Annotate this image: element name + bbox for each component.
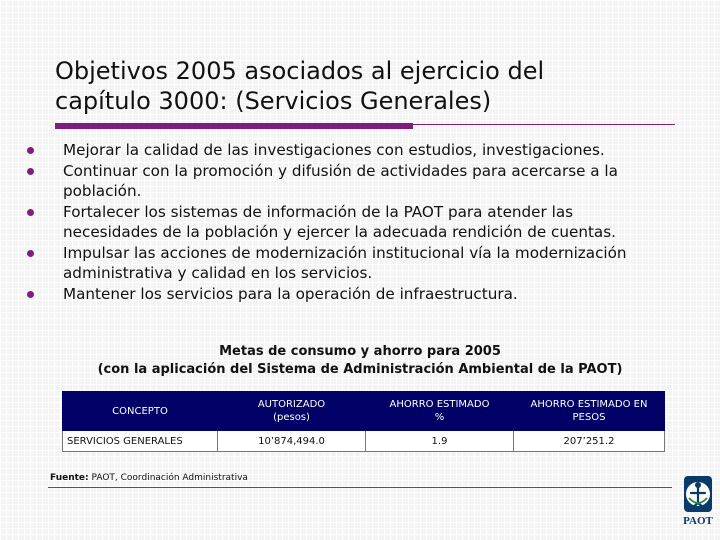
- bullet-dot-icon: [27, 168, 34, 175]
- table-caption: [40, 343, 680, 379]
- column-header-line: %: [434, 412, 445, 423]
- column-header-line: CONCEPTO: [112, 405, 168, 417]
- goals-table: [62, 391, 665, 452]
- bullet-dot-icon: [27, 250, 34, 257]
- slide-title: [55, 56, 675, 116]
- objective-line: Fortalecer los sistemas de información de la PAOT para atender las: [63, 202, 574, 221]
- column-header-line: AHORRO ESTIMADO EN: [530, 399, 648, 410]
- column-header-line: AUTORIZADO: [257, 399, 326, 410]
- bullet-dot-icon: [27, 147, 34, 154]
- title-accent-bar: [55, 123, 413, 129]
- source-label: Fuente:: [50, 473, 89, 483]
- column-header-concepto: [63, 392, 218, 431]
- objective-item: [24, 140, 704, 161]
- objective-item: [24, 161, 704, 202]
- column-header-line: PESOS: [572, 412, 606, 423]
- column-header-line: AHORRO ESTIMADO: [389, 399, 490, 410]
- slide-title-line: Objetivos 2005 asociados al ejercicio del: [55, 57, 545, 85]
- objective-line: Mantener los servicios para la operación de infraestructura.: [63, 284, 518, 303]
- objective-line: administrativa y calidad en los servicios.: [63, 264, 373, 282]
- objective-line: necesidades de la población y ejercer la adecuada rendición de cuentas.: [63, 223, 616, 241]
- table-header-row: [63, 392, 665, 431]
- objective-line: Impulsar las acciones de modernización institucional vía la modernización: [63, 243, 627, 262]
- table-row: [63, 431, 665, 452]
- objective-item: [24, 284, 704, 305]
- objective-item: [24, 202, 704, 243]
- source-note: [50, 473, 248, 483]
- source-text: PAOT, Coordinación Administrativa: [88, 473, 248, 483]
- table-cell: 1.9: [366, 431, 514, 452]
- objective-line: Mejorar la calidad de las investigaciones con estudios, investigaciones.: [63, 141, 605, 159]
- column-header-line: (pesos): [273, 412, 310, 423]
- footer-rule: [48, 487, 672, 488]
- bullet-dot-icon: [27, 209, 34, 216]
- column-header-ahorro-pesos: [514, 392, 665, 431]
- table-caption-line: (con la aplicación del Sistema de Administración Ambiental de la PAOT): [97, 362, 623, 377]
- table-cell: SERVICIOS GENERALES: [63, 431, 218, 452]
- objective-line: Continuar con la promoción y difusión de actividades para acercarse a la: [63, 161, 618, 180]
- logo-text: PAOT: [683, 515, 713, 527]
- table-cell: 207’251.2: [514, 431, 665, 452]
- slide-title-line: capítulo 3000: (Servicios Generales): [55, 87, 492, 115]
- objective-item: [24, 243, 704, 284]
- table-cell: 10’874,494.0: [218, 431, 366, 452]
- column-header-ahorro-porcentaje: [366, 392, 514, 431]
- objectives-list: [24, 140, 704, 304]
- objective-line: población.: [63, 182, 142, 200]
- table-caption-line: Metas de consumo y ahorro para 2005: [219, 344, 501, 359]
- column-header-autorizado: [218, 392, 366, 431]
- bullet-dot-icon: [27, 291, 34, 298]
